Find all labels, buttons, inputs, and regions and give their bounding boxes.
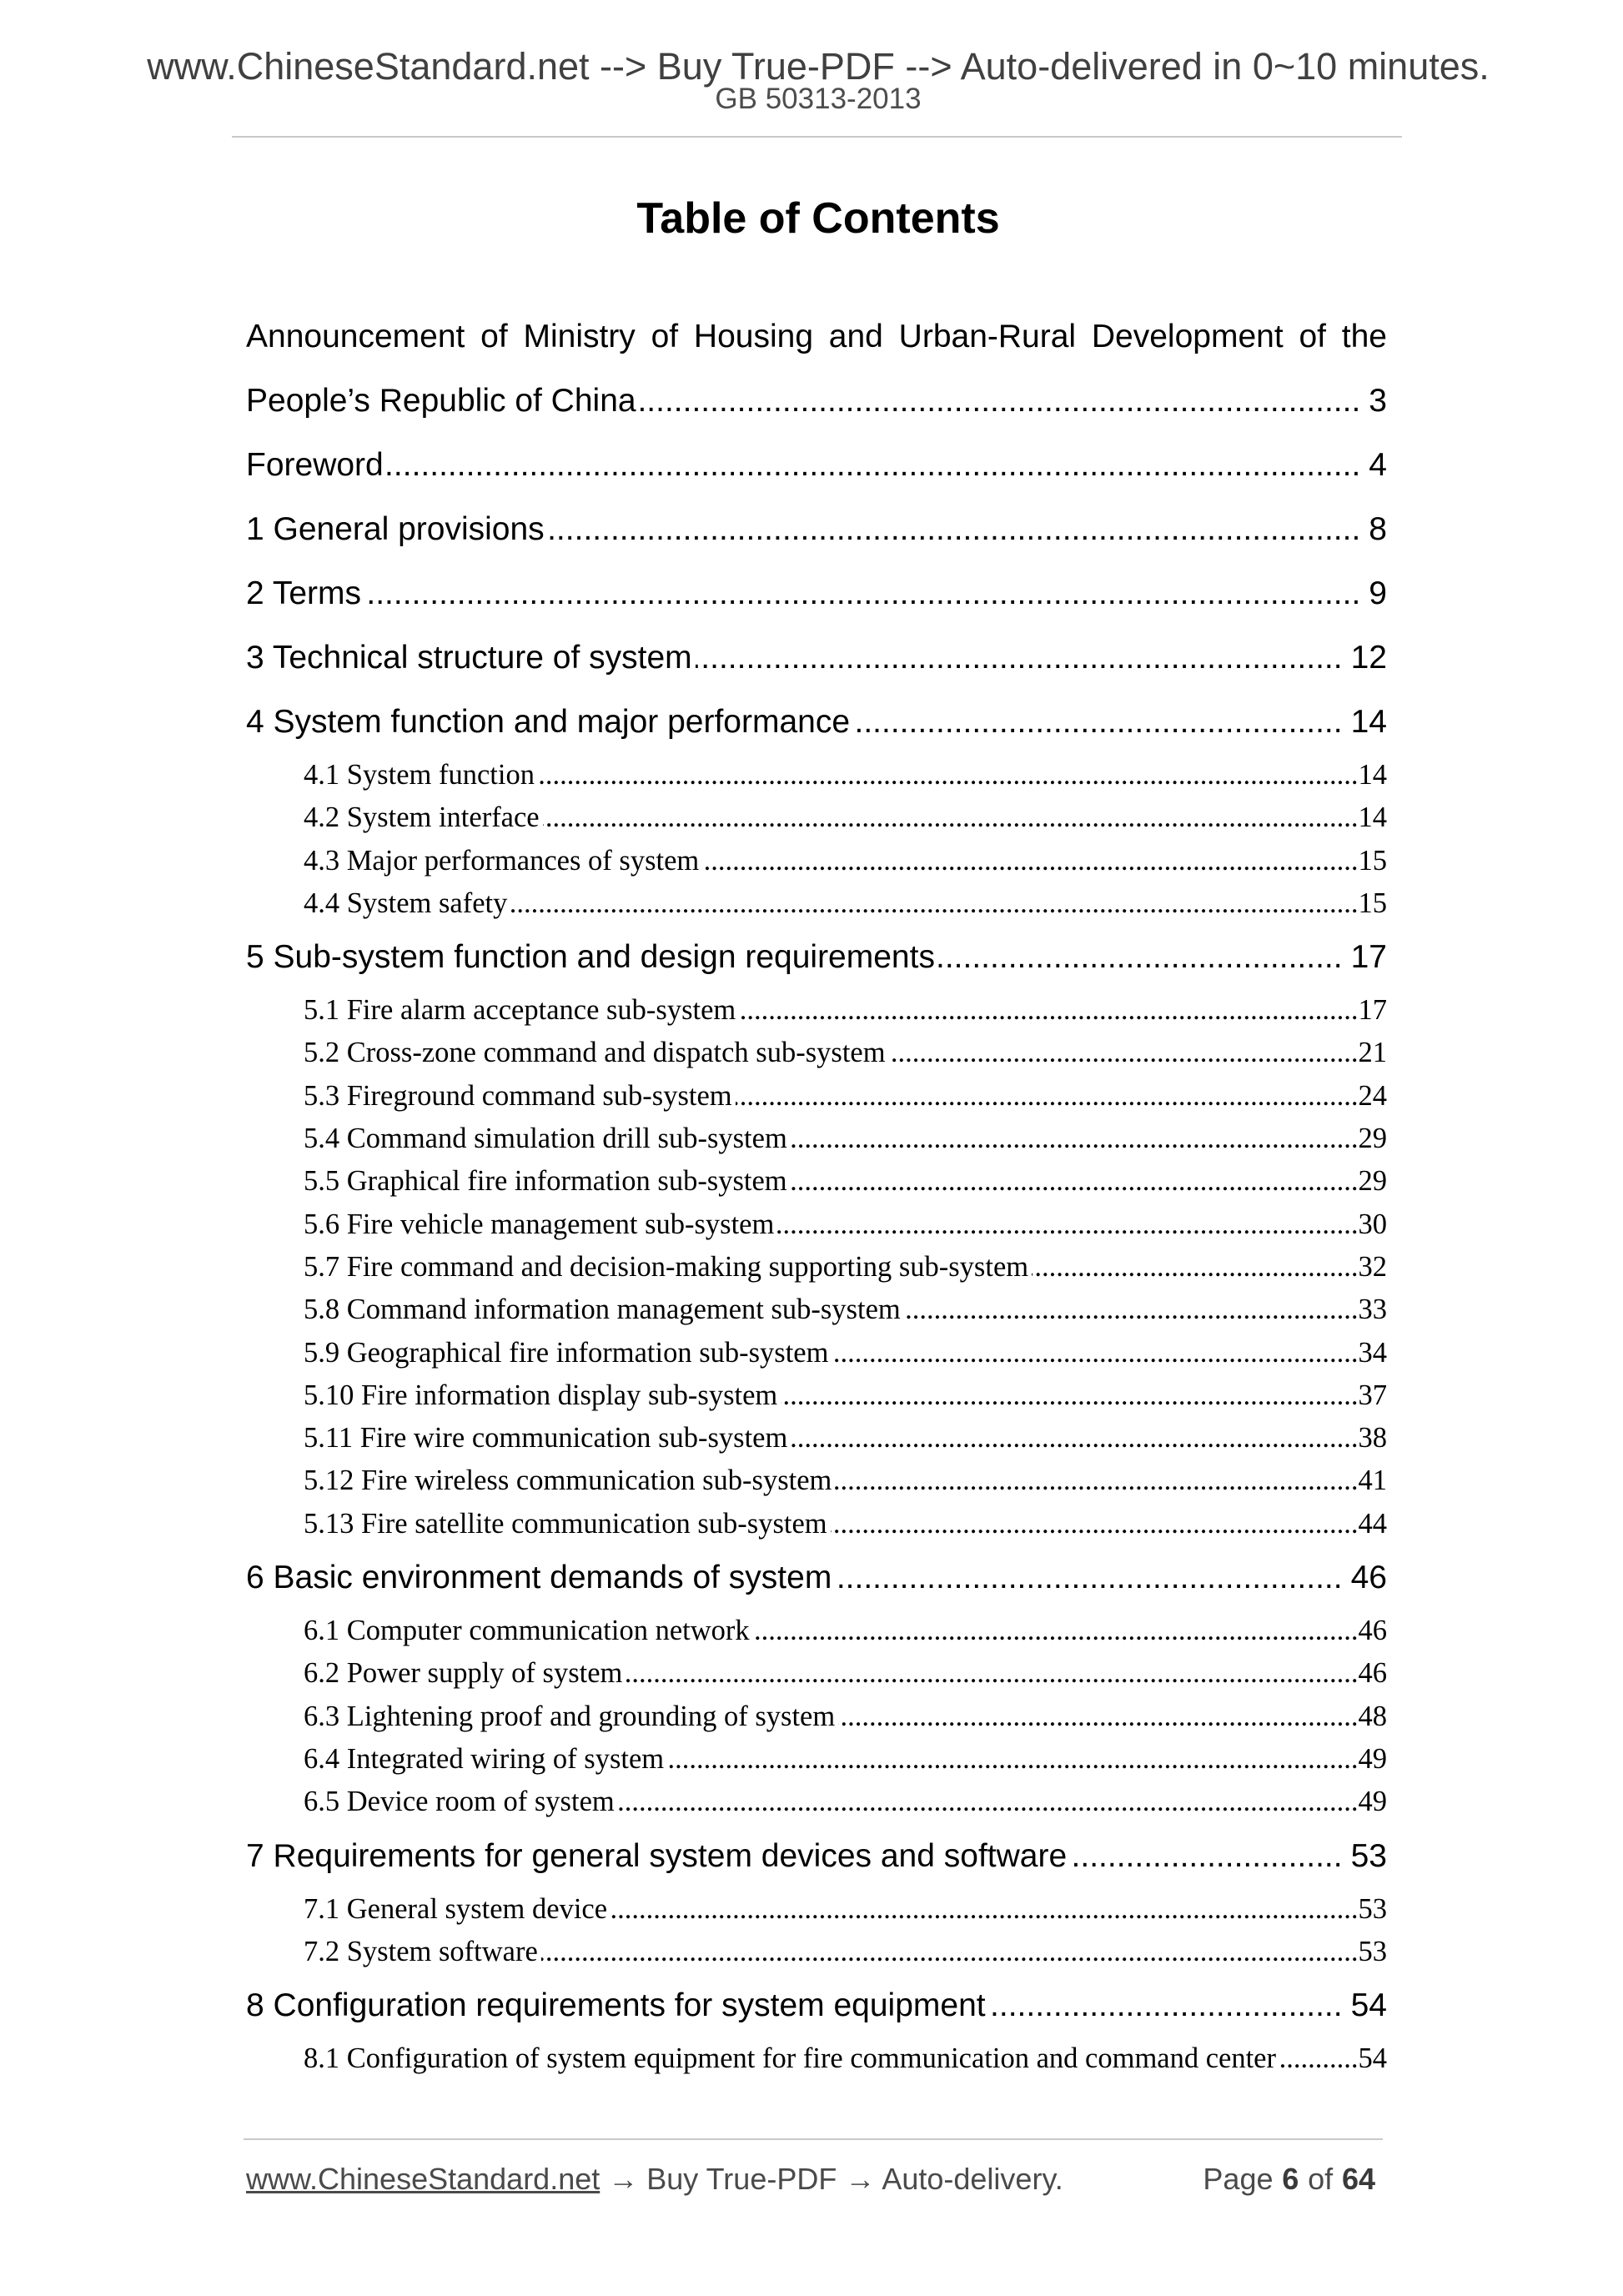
dot-leader xyxy=(702,840,1358,882)
toc-entry[interactable] xyxy=(246,1824,1387,1888)
toc-entry-title: 5.5 Graphical fire information sub-system xyxy=(304,1165,787,1198)
toc-subentry[interactable] xyxy=(246,1459,1387,1502)
dot-leader xyxy=(835,1459,1358,1502)
toc-entry-title: 7.1 General system device xyxy=(304,1892,608,1925)
toc-subentry[interactable] xyxy=(246,1203,1387,1246)
dot-leader xyxy=(548,497,1361,561)
dot-leader xyxy=(1279,2037,1359,2080)
site-link[interactable]: www.ChineseStandard.net xyxy=(246,2162,600,2196)
of-label: of xyxy=(1308,2162,1334,2196)
toc-entry-page-number: 46 xyxy=(1358,1615,1387,1647)
toc-entry-title: 5.1 Fire alarm acceptance sub-system xyxy=(304,994,736,1027)
toc-subentry[interactable] xyxy=(246,1032,1387,1074)
dot-leader xyxy=(640,369,1361,433)
toc-entry-page-number: 54 xyxy=(1350,1987,1387,2024)
dot-leader xyxy=(832,1332,1358,1374)
toc-entry[interactable] xyxy=(246,1545,1387,1610)
toc-entry-page-number: 53 xyxy=(1358,1935,1387,1967)
dot-leader xyxy=(791,1118,1359,1160)
toc-entry-title: 5.9 Geographical fire information sub-system xyxy=(304,1336,829,1369)
toc-entry-title: 4.2 System interface xyxy=(304,801,540,834)
toc-entry[interactable] xyxy=(246,304,1387,433)
standard-code: GB 50313-2013 xyxy=(715,83,922,115)
toc-entry-title: 7.2 System software xyxy=(304,1935,538,1967)
toc-entry-page-number: 17 xyxy=(1358,994,1387,1027)
dot-leader xyxy=(1032,1246,1358,1289)
toc-entry-page-number: 33 xyxy=(1358,1294,1387,1326)
toc-subentry[interactable] xyxy=(246,796,1387,839)
toc-subentry[interactable] xyxy=(246,1610,1387,1652)
toc-entry[interactable] xyxy=(246,690,1387,754)
dot-leader xyxy=(889,1032,1359,1074)
toc-entry-title: 5.10 Fire information display sub-system xyxy=(304,1379,778,1411)
toc-entry-title-line: Announcement of Ministry of Housing and Urban-Rural Development of the xyxy=(246,319,1387,354)
dot-leader xyxy=(739,989,1358,1032)
toc-entry-title: 6.5 Device room of system xyxy=(304,1786,615,1818)
toc-subentry[interactable] xyxy=(246,1118,1387,1160)
toc-subentry[interactable] xyxy=(246,1160,1387,1203)
toc-subentry[interactable] xyxy=(246,1246,1387,1289)
toc-entry-page-number: 34 xyxy=(1358,1336,1387,1369)
toc-entry-page-number: 41 xyxy=(1358,1465,1387,1497)
toc-subentry[interactable] xyxy=(246,840,1387,882)
toc-subentry[interactable] xyxy=(246,882,1387,925)
toc-subentry[interactable] xyxy=(246,1888,1387,1931)
toc-entry-page-number: 21 xyxy=(1358,1037,1387,1069)
toc-subentry[interactable] xyxy=(246,1738,1387,1781)
toc-entry-page-number: 48 xyxy=(1358,1700,1387,1732)
page-indicator xyxy=(1203,2158,1375,2200)
toc-entry-title: 8.1 Configuration of system equipment for fire communication and command center xyxy=(304,2042,1276,2075)
toc-entry-page-number: 15 xyxy=(1358,887,1387,919)
toc-entry-title: 5.8 Command information management sub-system xyxy=(304,1294,901,1326)
toc-entry-title: 5 Sub-system function and design requirements xyxy=(246,939,935,976)
toc-entry-title: 1 General provisions xyxy=(246,511,545,547)
toc-entry-page-number: 29 xyxy=(1358,1123,1387,1155)
toc-entry-page-number: 3 xyxy=(1369,383,1387,419)
footer-tagline: → Buy True-PDF → Auto-delivery. xyxy=(608,2162,1063,2196)
toc-subentry[interactable] xyxy=(246,1781,1387,1823)
toc-entry-page-number: 15 xyxy=(1358,844,1387,877)
toc-entry-title: 3 Technical structure of system xyxy=(246,640,692,676)
toc-entry-title: 5.4 Command simulation drill sub-system xyxy=(304,1123,787,1155)
toc-entry-title: 2 Terms xyxy=(246,575,361,611)
toc-entry-page-number: 9 xyxy=(1369,575,1387,611)
toc-entry-page-number: 49 xyxy=(1358,1786,1387,1818)
toc-subentry[interactable] xyxy=(246,1931,1387,1973)
toc-entry-page-number: 32 xyxy=(1358,1250,1387,1283)
dot-leader xyxy=(736,1075,1359,1118)
dot-leader xyxy=(387,433,1361,497)
toc-entry-title: 5.13 Fire satellite communication sub-system xyxy=(304,1507,827,1540)
total-pages: 64 xyxy=(1341,2162,1375,2196)
toc-subentry[interactable] xyxy=(246,1652,1387,1695)
dot-leader xyxy=(543,796,1359,839)
page-title: Table of Contents xyxy=(636,194,1000,243)
toc-subentry[interactable] xyxy=(246,1075,1387,1118)
dot-leader xyxy=(938,925,1343,989)
toc-entry-page-number: 53 xyxy=(1350,1837,1387,1874)
toc-entry-page-number: 30 xyxy=(1358,1208,1387,1240)
toc-entry-page-number: 53 xyxy=(1358,1892,1387,1925)
toc-entry-page-number: 44 xyxy=(1358,1507,1387,1540)
toc-entry[interactable] xyxy=(246,625,1387,690)
toc-entry-title: 5.12 Fire wireless communication sub-system xyxy=(304,1465,832,1497)
toc-subentry[interactable] xyxy=(246,1417,1387,1459)
toc-entry-page-number: 8 xyxy=(1369,511,1387,547)
toc-entry-page-number: 12 xyxy=(1350,640,1387,676)
toc-entry-title: 4.4 System safety xyxy=(304,887,508,919)
dot-leader xyxy=(753,1610,1359,1652)
toc-entry-title: 8 Configuration requirements for system equipment xyxy=(246,1987,986,2024)
page-footer xyxy=(246,2158,1375,2200)
dot-leader xyxy=(541,1931,1359,1973)
toc-subentry[interactable] xyxy=(246,1332,1387,1374)
toc-entry[interactable] xyxy=(246,433,1387,497)
dot-leader xyxy=(626,1652,1358,1695)
table-of-contents xyxy=(246,304,1387,2080)
toc-subentry[interactable] xyxy=(246,1289,1387,1331)
toc-entry-page-number: 17 xyxy=(1350,939,1387,976)
toc-subentry[interactable] xyxy=(246,2037,1387,2080)
toc-entry[interactable] xyxy=(246,497,1387,561)
dot-leader xyxy=(538,754,1359,796)
toc-entry-page-number: 37 xyxy=(1358,1379,1387,1411)
toc-entry-title: 6.1 Computer communication network xyxy=(304,1615,750,1647)
toc-entry-title: 6.3 Lightening proof and grounding of system xyxy=(304,1700,836,1732)
dot-leader xyxy=(1070,1824,1342,1888)
toc-entry-title: 4.3 Major performances of system xyxy=(304,844,700,877)
dot-leader xyxy=(835,1545,1342,1610)
toc-entry-page-number: 49 xyxy=(1358,1742,1387,1775)
dot-leader xyxy=(791,1160,1359,1203)
dot-leader xyxy=(611,1888,1358,1931)
toc-entry-page-number: 14 xyxy=(1358,801,1387,834)
toc-entry-page-number: 46 xyxy=(1358,1657,1387,1690)
toc-entry-page-number: 14 xyxy=(1358,759,1387,791)
toc-subentry[interactable] xyxy=(246,1503,1387,1545)
toc-entry-title: 5.3 Fireground command sub-system xyxy=(304,1079,732,1112)
toc-entry-page-number: 38 xyxy=(1358,1422,1387,1454)
dot-leader xyxy=(989,1973,1343,2037)
toc-entry-title: 6.4 Integrated wiring of system xyxy=(304,1742,665,1775)
dot-leader xyxy=(831,1503,1359,1545)
dot-leader xyxy=(838,1696,1358,1738)
dot-leader xyxy=(777,1203,1358,1246)
header-banner: www.ChineseStandard.net --> Buy True-PDF --> Auto-delivered in 0~10 minutes. xyxy=(147,45,1490,88)
header-divider xyxy=(232,136,1402,138)
dot-leader xyxy=(853,690,1343,754)
toc-entry-title-last-line xyxy=(246,369,1387,433)
current-page-number: 6 xyxy=(1282,2162,1299,2196)
toc-entry-title: 6 Basic environment demands of system xyxy=(246,1560,832,1596)
toc-entry-title: 5.11 Fire wire communication sub-system xyxy=(304,1422,788,1454)
toc-entry[interactable] xyxy=(246,1973,1387,2037)
footer-divider xyxy=(244,2138,1383,2140)
toc-entry-page-number: 24 xyxy=(1358,1079,1387,1112)
toc-entry-title: People’s Republic of China xyxy=(246,383,636,419)
dot-leader xyxy=(364,561,1360,625)
dot-leader xyxy=(667,1738,1358,1781)
dot-leader xyxy=(781,1374,1358,1417)
toc-subentry[interactable] xyxy=(246,989,1387,1032)
toc-entry-title: 5.6 Fire vehicle management sub-system xyxy=(304,1208,775,1240)
dot-leader xyxy=(696,625,1343,690)
toc-entry[interactable] xyxy=(246,925,1387,989)
dot-leader xyxy=(791,1417,1358,1459)
toc-subentry[interactable] xyxy=(246,1374,1387,1417)
toc-entry-title: 5.7 Fire command and decision-making supporting sub-system xyxy=(304,1250,1029,1283)
toc-entry-page-number: 54 xyxy=(1358,2042,1387,2075)
toc-entry-title: 4.1 System function xyxy=(304,759,535,791)
toc-entry-title: Foreword xyxy=(246,447,384,483)
toc-entry-page-number: 4 xyxy=(1369,447,1387,483)
toc-entry-page-number: 14 xyxy=(1350,704,1387,740)
page-label: Page xyxy=(1203,2162,1274,2196)
toc-entry-title: 7 Requirements for general system devices and software xyxy=(246,1837,1068,1874)
toc-subentry[interactable] xyxy=(246,754,1387,796)
footer-left xyxy=(246,2158,1063,2200)
dot-leader xyxy=(510,882,1358,925)
toc-subentry[interactable] xyxy=(246,1696,1387,1738)
toc-entry[interactable] xyxy=(246,561,1387,625)
toc-entry-page-number: 46 xyxy=(1350,1560,1387,1596)
toc-entry-title: 6.2 Power supply of system xyxy=(304,1657,623,1690)
dot-leader xyxy=(904,1289,1359,1331)
toc-entry-title: 4 System function and major performance xyxy=(246,704,851,740)
toc-entry-page-number: 29 xyxy=(1358,1165,1387,1198)
toc-entry-title: 5.2 Cross-zone command and dispatch sub-system xyxy=(304,1037,886,1069)
dot-leader xyxy=(618,1781,1359,1823)
